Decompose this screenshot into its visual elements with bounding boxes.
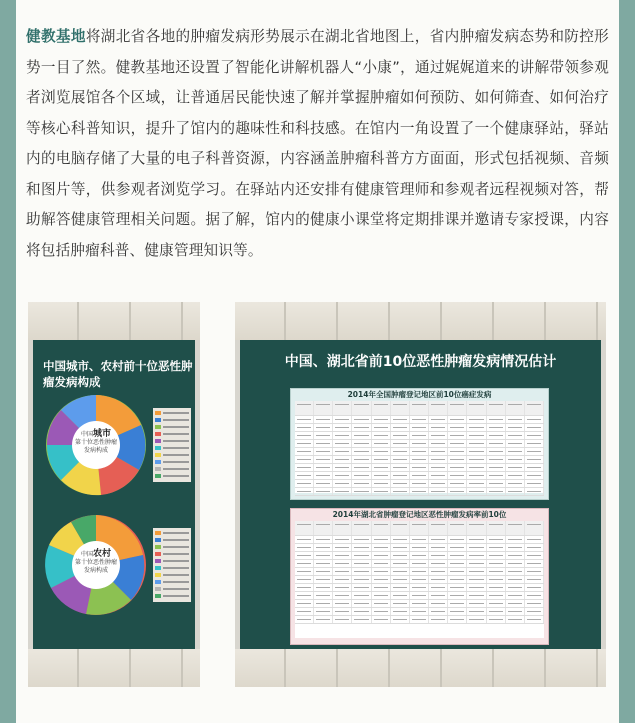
pie-urban-label: 中国城市 第十位恶性肿瘤 发病构成 [74, 429, 117, 454]
pie-board [33, 340, 195, 649]
table-row [295, 432, 544, 440]
table-row [295, 424, 544, 432]
legend-entry [155, 537, 189, 543]
legend-urban [153, 408, 191, 482]
legend-entry [155, 459, 189, 465]
ceiling-tiles [28, 302, 200, 340]
legend-entry [155, 579, 189, 585]
legend-rural [153, 528, 191, 602]
article-card [16, 0, 619, 723]
legend-entry [155, 424, 189, 430]
table-row [295, 600, 544, 608]
table-row [295, 568, 544, 576]
floor-tiles [28, 649, 200, 687]
table-row [295, 560, 544, 568]
legend-entry [155, 431, 189, 437]
table-row [295, 552, 544, 560]
table-row [295, 464, 544, 472]
table-row [295, 584, 544, 592]
legend-entry [155, 410, 189, 416]
table-hubei [290, 508, 549, 645]
legend-entry [155, 445, 189, 451]
photo-left-board [28, 302, 200, 687]
ceiling-tiles [235, 302, 606, 340]
table-row [295, 472, 544, 480]
legend-entry [155, 572, 189, 578]
floor-tiles [235, 649, 606, 687]
table-row [295, 544, 544, 552]
table-row [295, 608, 544, 616]
table-row [295, 616, 544, 624]
legend-entry [155, 544, 189, 550]
legend-entry [155, 530, 189, 536]
table-row [295, 592, 544, 600]
article-body: 将湖北省各地的肿瘤发病形势展示在湖北省地图上，省内肿瘤发病态势和防控形势一目了然。健教基地还设置了智能化讲解机器人“小康”，通过娓娓道来的讲解带领参观者浏览展馆各个区域，让普通居民能快速了解并掌握肿瘤如何预防、如何筛查、如何治疗等核心科普知识，提升了馆内的趣味性和科技感。在馆内一角设置了一个健康驿站，驿站内的电脑存储了大量的电子科普资源，内容涵盖肿瘤科普方方面面，形式包括视频、音频和图片等，供参观者浏览学习。在驿站内还安排有健康管理师和参观者远程视频对答，帮助解答健康管理相关问题。据了解，馆内的健康小课堂将定期排课并邀请专家授课，内容将包括肿瘤科普、健康管理知识等。 [26, 28, 609, 259]
legend-entry [155, 466, 189, 472]
pie-rural-label: 中国农村 第十位恶性肿瘤 发病构成 [74, 549, 117, 574]
legend-entry [155, 586, 189, 592]
table-row [295, 536, 544, 544]
table-row [295, 456, 544, 464]
table-board [240, 340, 601, 649]
photo-right-board [235, 302, 606, 687]
legend-entry [155, 452, 189, 458]
legend-entry [155, 551, 189, 557]
table-row [295, 576, 544, 584]
table-hubei-grid [295, 521, 544, 638]
table-row [295, 440, 544, 448]
table-row [295, 488, 544, 496]
article-lead: 健教基地 [26, 28, 86, 45]
legend-entry [155, 438, 189, 444]
table-national-grid [295, 401, 544, 493]
legend-entry [155, 473, 189, 479]
pie-board-title: 中国城市、农村前十位恶性肿瘤发病构成 [43, 359, 193, 389]
legend-entry [155, 417, 189, 423]
table-row [295, 448, 544, 456]
legend-entry [155, 565, 189, 571]
table-row [295, 480, 544, 488]
article-text [26, 22, 609, 266]
table-hubei-title: 2014年湖北省肿瘤登记地区恶性肿瘤发病率前10位 [332, 510, 507, 519]
legend-entry [155, 593, 189, 599]
table-board-title: 中国、湖北省前10位恶性肿瘤发病情况估计 [284, 354, 557, 370]
table-national-title: 2014年全国肿瘤登记地区前10位癌症发病 [347, 390, 492, 399]
table-national [290, 388, 549, 500]
legend-entry [155, 558, 189, 564]
table-row [295, 416, 544, 424]
